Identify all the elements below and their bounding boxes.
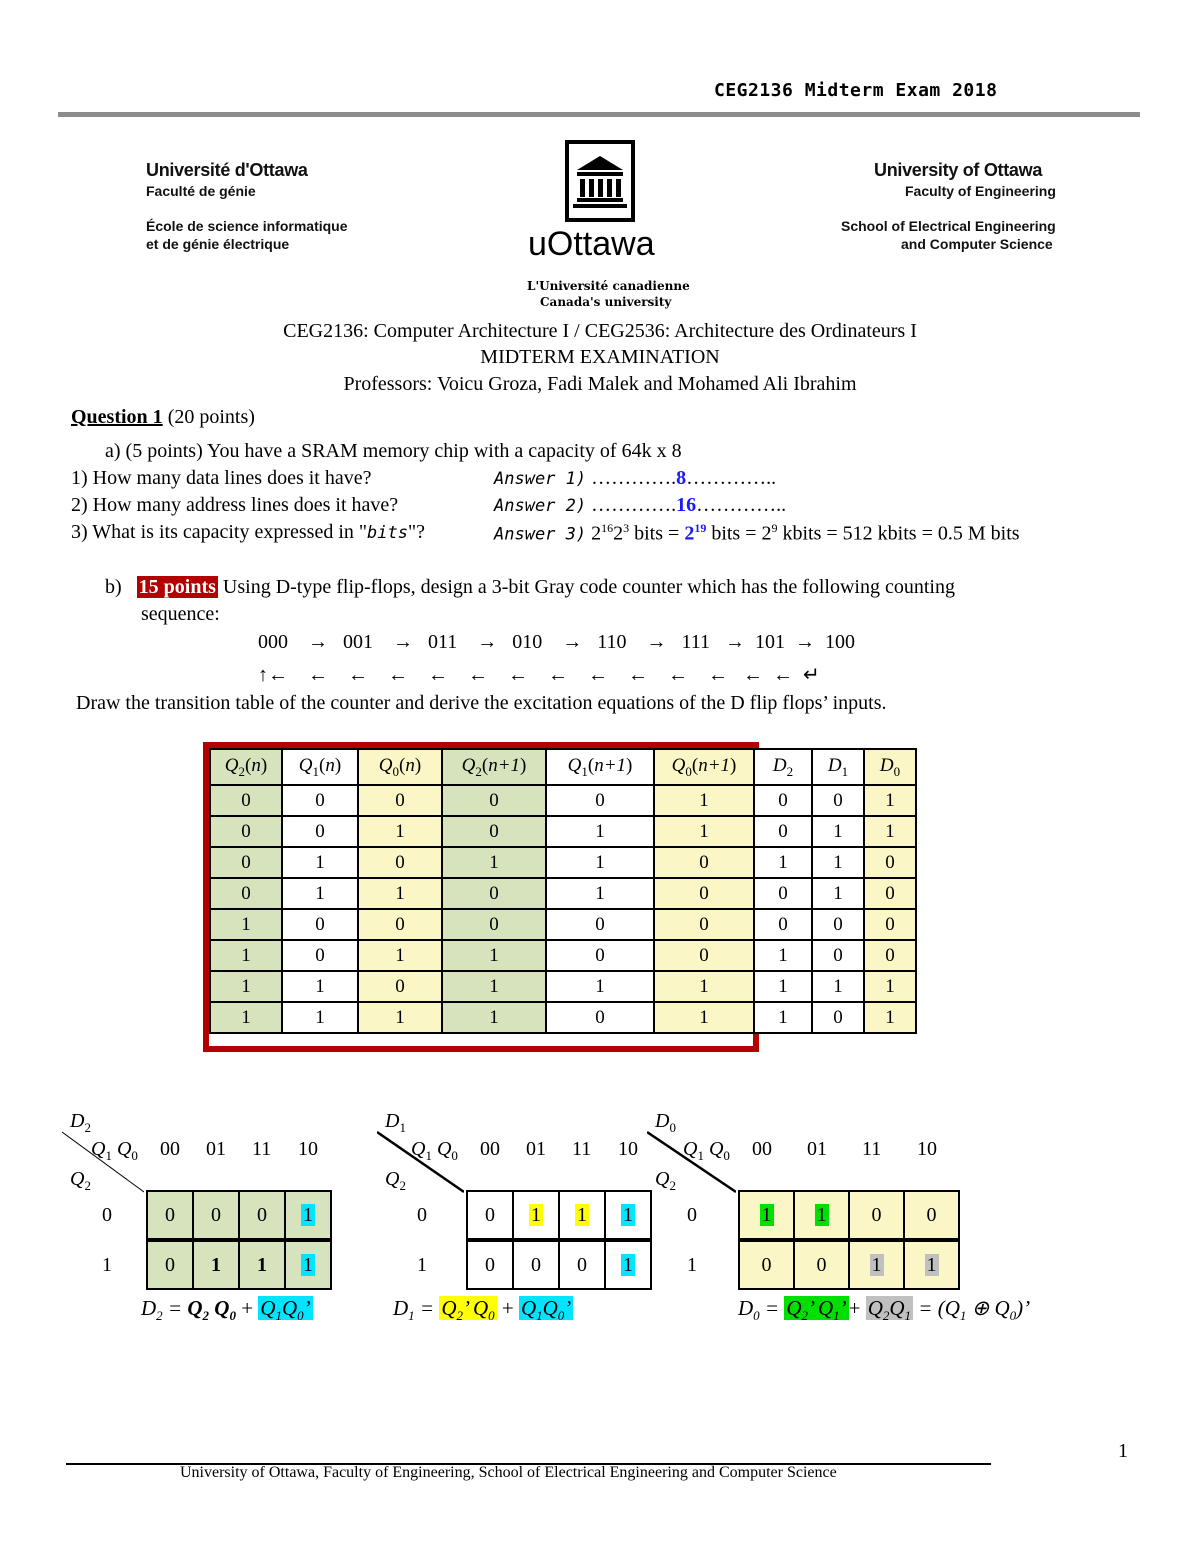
kmap-cell-value: 1	[257, 1254, 267, 1276]
kmap-row-var: $Q_2$	[655, 1168, 676, 1193]
kmap-cell-value: 1	[211, 1254, 221, 1276]
table-cell: 0	[864, 878, 916, 909]
q3-capacity	[71, 521, 425, 544]
table-cell: 1	[812, 971, 864, 1002]
kmap-cell	[238, 1240, 286, 1290]
answer3	[494, 521, 1020, 546]
kmap-cell	[604, 1240, 652, 1290]
answer1-dots-pre: ………….	[586, 467, 677, 489]
kmap-cell-value: 0	[577, 1254, 587, 1276]
page-number: 1	[1118, 1440, 1128, 1462]
table-header-cell: $D_0$	[864, 749, 916, 785]
course-line: CEG2136: Computer Architecture I / CEG2536: Architecture des Ordinateurs I	[283, 320, 917, 342]
answer2	[494, 494, 786, 517]
table-cell: 1	[754, 971, 812, 1002]
table-cell: 0	[210, 785, 282, 816]
logo-fr-university: Université d'Ottawa	[146, 160, 308, 180]
answer2-dots-post: …………..	[696, 494, 787, 516]
table-header-cell: $Q_1(n+1)$	[546, 749, 654, 785]
kmap-cell	[284, 1190, 332, 1240]
table-cell: 1	[358, 816, 442, 847]
kmap-cell-value: 1	[871, 1254, 882, 1276]
kmap-cell	[793, 1240, 850, 1290]
part-b-points-badge: 15 points	[138, 576, 216, 598]
a3-bold: 2	[684, 522, 695, 545]
table-cell: 0	[864, 940, 916, 971]
answer3-label: Answer 3)	[494, 524, 587, 545]
kmap-col-vars: $Q_1$ $Q_0$	[683, 1138, 730, 1163]
kmap-cell-value: 0	[165, 1254, 175, 1276]
table-cell: 0	[282, 785, 358, 816]
table-cell: 1	[358, 878, 442, 909]
table-row	[210, 847, 916, 878]
uottawa-brand: uOttawa	[528, 225, 655, 263]
kmap-cell	[466, 1190, 514, 1240]
kmap-cell	[146, 1240, 194, 1290]
kmap-cell-value: 1	[926, 1254, 937, 1276]
table-cell: 0	[442, 909, 546, 940]
logo-fr-faculty: Faculté de génie	[146, 183, 256, 199]
a3-s2: 3	[623, 521, 630, 535]
professors-line: Professors: Voicu Groza, Fadi Malek and Mohamed Ali Ibrahim	[343, 373, 857, 395]
question1-title: Question 1	[71, 406, 163, 428]
kmap-row-var: $Q_2$	[385, 1168, 406, 1193]
kmap-cell-value: 1	[623, 1254, 633, 1276]
logo-en-school-1: School of Electrical Engineering	[841, 218, 1056, 234]
table-cell: 0	[754, 878, 812, 909]
table-cell: 1	[210, 909, 282, 940]
table-cell: 1	[358, 1002, 442, 1033]
q3-end: "?	[408, 521, 426, 543]
kmap-cell-value: 1	[531, 1204, 541, 1226]
table-cell: 0	[282, 909, 358, 940]
logo-en-school-2: and Computer Science	[901, 236, 1053, 252]
a3-t1: 2	[586, 522, 602, 545]
table-cell: 1	[812, 878, 864, 909]
question1-points: (20 points)	[162, 406, 255, 428]
kmap-col-label: 01	[807, 1138, 827, 1160]
kmap-cell	[738, 1240, 795, 1290]
question1-heading	[71, 406, 255, 429]
kmap-cell	[903, 1190, 960, 1240]
kmap-cell	[466, 1240, 514, 1290]
table-row	[210, 785, 916, 816]
table-cell: 1	[654, 785, 754, 816]
table-cell: 1	[442, 847, 546, 878]
table-cell: 0	[546, 909, 654, 940]
table-cell: 0	[358, 785, 442, 816]
kmap-col-label: 00	[160, 1138, 180, 1160]
kmap-cell-value: 0	[485, 1204, 495, 1226]
table-cell: 0	[442, 785, 546, 816]
kmap-cell	[192, 1240, 240, 1290]
kmap-title: $D_2$	[70, 1110, 91, 1135]
table-row	[210, 816, 916, 847]
logo-tag-fr: L'Université canadienne	[527, 279, 690, 293]
q3-text: 3) What is its capacity expressed in "	[71, 521, 368, 543]
kmap-cell-value: 0	[485, 1254, 495, 1276]
kmap-row-label: 0	[417, 1204, 427, 1226]
table-cell: 1	[442, 971, 546, 1002]
table-cell: 1	[442, 940, 546, 971]
gray-return-arrows: ↑← ← ← ← ← ← ← ← ← ← ← ← ← ← ↵	[258, 664, 820, 686]
table-header-cell: $Q_1(n)$	[282, 749, 358, 785]
table-cell: 1	[210, 971, 282, 1002]
kmap-cell-value: 1	[761, 1204, 772, 1226]
kmap-col-vars: $Q_1$ $Q_0$	[411, 1138, 458, 1163]
kmap-col-label: 10	[298, 1138, 318, 1160]
kmap-cell-value: 0	[211, 1204, 221, 1226]
transition-table	[209, 748, 917, 1034]
kmap-row-label: 1	[102, 1254, 112, 1276]
a3-t3: bits =	[629, 522, 685, 545]
kmap-equation: $D_2 = Q_2$ $Q_0 + Q_1Q_0$’	[141, 1296, 311, 1324]
q2-address-lines: 2) How many address lines does it have?	[71, 494, 399, 516]
table-header-cell: $D_2$	[754, 749, 812, 785]
q3-bits: bits	[367, 523, 408, 543]
table-header-cell: $Q_2(n)$	[210, 749, 282, 785]
table-cell: 0	[358, 909, 442, 940]
table-cell: 1	[864, 816, 916, 847]
kmap-cell-value: 0	[257, 1204, 267, 1226]
kmap-cell-value: 0	[926, 1204, 937, 1226]
table-cell: 0	[654, 878, 754, 909]
a3-t5: kbits = 512 kbits = 0.5 M bits	[777, 522, 1020, 545]
kmap-cell	[512, 1190, 560, 1240]
a3-s3: 9	[771, 521, 778, 535]
kmap-cell-value: 1	[303, 1254, 313, 1276]
table-cell: 1	[546, 847, 654, 878]
table-cell: 0	[210, 816, 282, 847]
kmap-cell	[512, 1240, 560, 1290]
table-row	[210, 971, 916, 1002]
kmap-row-label: 0	[102, 1204, 112, 1226]
table-cell: 1	[754, 940, 812, 971]
table-cell: 0	[754, 816, 812, 847]
kmap-cell-value: 0	[165, 1204, 175, 1226]
table-cell: 1	[754, 847, 812, 878]
logo-fr-school-1: École de science informatique	[146, 218, 348, 234]
answer1	[494, 467, 776, 490]
kmap-title: $D_0$	[655, 1110, 676, 1135]
table-cell: 0	[282, 940, 358, 971]
kmap-cell	[903, 1240, 960, 1290]
part-b-text2: sequence:	[141, 603, 220, 625]
table-cell: 1	[442, 1002, 546, 1033]
kmap-col-label: 11	[572, 1138, 592, 1160]
answer2-label: Answer 2)	[494, 496, 587, 516]
part-a-text: a) (5 points) You have a SRAM memory chip with a capacity of 64k x 8	[105, 440, 682, 462]
table-cell: 0	[812, 909, 864, 940]
table-cell: 1	[864, 1002, 916, 1033]
a3-t2: 2	[613, 522, 624, 545]
table-cell: 0	[358, 847, 442, 878]
table-header-row	[210, 749, 916, 785]
table-cell: 0	[210, 847, 282, 878]
table-cell: 1	[546, 971, 654, 1002]
answer2-dots-pre: ………….	[586, 494, 677, 516]
kmap-cell-value: 1	[816, 1204, 827, 1226]
table-cell: 0	[864, 847, 916, 878]
table-cell: 1	[546, 816, 654, 847]
kmap-cell-value: 0	[871, 1204, 882, 1226]
table-cell: 1	[282, 1002, 358, 1033]
kmap-cell-value: 0	[531, 1254, 541, 1276]
table-cell: 0	[754, 909, 812, 940]
header-rule	[58, 112, 1140, 117]
table-row	[210, 940, 916, 971]
table-cell: 1	[546, 878, 654, 909]
exam-line: MIDTERM EXAMINATION	[480, 346, 720, 368]
table-cell: 0	[754, 785, 812, 816]
kmap-col-label: 10	[618, 1138, 638, 1160]
table-cell: 0	[546, 785, 654, 816]
a3-bold-sup: 19	[694, 521, 707, 535]
kmap-cell	[558, 1190, 606, 1240]
logo-tag-en: Canada's university	[540, 295, 672, 309]
kmap-col-label: 11	[252, 1138, 272, 1160]
kmap-row-label: 1	[417, 1254, 427, 1276]
table-cell: 0	[812, 785, 864, 816]
kmap-col-label: 01	[206, 1138, 226, 1160]
table-cell: 1	[812, 847, 864, 878]
answer1-dots-post: …………..	[686, 467, 777, 489]
kmap-cell-value: 0	[761, 1254, 772, 1276]
kmap-cell	[146, 1190, 194, 1240]
kmap-row-label: 1	[687, 1254, 697, 1276]
kmap-col-label: 00	[480, 1138, 500, 1160]
table-row	[210, 909, 916, 940]
table-row	[210, 878, 916, 909]
kmap-row-label: 0	[687, 1204, 697, 1226]
kmap-col-label: 10	[917, 1138, 937, 1160]
kmap-col-label: 01	[526, 1138, 546, 1160]
table-cell: 0	[864, 909, 916, 940]
kmap-cell	[793, 1190, 850, 1240]
kmap-cell-value: 1	[623, 1204, 633, 1226]
table-cell: 1	[654, 816, 754, 847]
logo-en-university: University of Ottawa	[874, 160, 1043, 180]
part-b-label: b)	[105, 576, 122, 598]
table-cell: 0	[654, 847, 754, 878]
table-cell: 1	[282, 971, 358, 1002]
kmap-cell	[284, 1240, 332, 1290]
part-b-line	[105, 576, 955, 599]
table-cell: 1	[358, 940, 442, 971]
logo-fr-school-2: et de génie électrique	[146, 236, 290, 252]
table-cell: 0	[442, 816, 546, 847]
table-cell: 0	[546, 1002, 654, 1033]
table-cell: 0	[210, 878, 282, 909]
table-cell: 0	[442, 878, 546, 909]
part-b-text: Using D-type flip-flops, design a 3-bit Gray code counter which has the following counting	[217, 576, 955, 598]
table-cell: 1	[210, 940, 282, 971]
kmap-cell	[848, 1240, 905, 1290]
kmap-cell	[558, 1240, 606, 1290]
answer1-value: 8	[676, 467, 687, 489]
kmap-cell	[192, 1190, 240, 1240]
table-cell: 0	[358, 971, 442, 1002]
table-cell: 0	[546, 940, 654, 971]
kmap-cell	[238, 1190, 286, 1240]
kmap-cell-value: 1	[577, 1204, 587, 1226]
table-cell: 1	[754, 1002, 812, 1033]
footer-text: University of Ottawa, Faculty of Engineering, School of Electrical Engineering and Computer Science	[180, 1464, 837, 1481]
kmap-cell	[738, 1190, 795, 1240]
answer2-value: 16	[676, 494, 697, 516]
instruction-text: Draw the transition table of the counter and derive the excitation equations of the D flip flops’ inputs.	[76, 692, 887, 714]
kmap-cell	[848, 1190, 905, 1240]
kmap-col-vars: $Q_1$ $Q_0$	[91, 1138, 138, 1163]
logo-en-faculty: Faculty of Engineering	[905, 183, 1056, 199]
uottawa-building-icon	[565, 140, 635, 222]
table-cell: 0	[654, 940, 754, 971]
table-cell: 1	[654, 1002, 754, 1033]
table-cell: 1	[282, 847, 358, 878]
table-cell: 0	[282, 816, 358, 847]
table-cell: 1	[654, 971, 754, 1002]
kmap-equation: $D_0 = Q_2$’ $Q_1’+ Q_2Q_1 = (Q_1$ ⊕ $Q_0$)’	[738, 1296, 1031, 1324]
a3-t4: bits = 2	[706, 522, 772, 545]
table-cell: 1	[864, 971, 916, 1002]
kmap-col-label: 00	[752, 1138, 772, 1160]
table-header-cell: $Q_0(n)$	[358, 749, 442, 785]
kmap-row-var: $Q_2$	[70, 1168, 91, 1193]
q1-data-lines: 1) How many data lines does it have?	[71, 467, 372, 489]
kmap-cell-value: 0	[816, 1254, 827, 1276]
table-cell: 1	[864, 785, 916, 816]
kmap-col-label: 11	[862, 1138, 882, 1160]
kmap-title: $D_1$	[385, 1110, 406, 1135]
table-cell: 0	[812, 1002, 864, 1033]
table-cell: 1	[282, 878, 358, 909]
table-header-cell: $D_1$	[812, 749, 864, 785]
answer1-label: Answer 1)	[494, 469, 587, 489]
table-header-cell: $Q_2(n+1)$	[442, 749, 546, 785]
table-row	[210, 1002, 916, 1033]
kmap-cell-value: 1	[303, 1204, 313, 1226]
kmap-equation: $D_1 = Q_2$’ $Q_0 + Q_1Q_0$’	[393, 1296, 572, 1324]
table-header-cell: $Q_0(n+1)$	[654, 749, 754, 785]
table-cell: 0	[812, 940, 864, 971]
table-cell: 0	[654, 909, 754, 940]
exam-header-title: CEG2136 Midterm Exam 2018	[714, 80, 998, 101]
a3-s1: 16	[601, 521, 614, 535]
table-cell: 1	[812, 816, 864, 847]
table-cell: 1	[210, 1002, 282, 1033]
gray-sequence: 000 → 001 → 011 → 010 → 110 → 111 → 101 → 100	[258, 631, 856, 653]
kmap-cell	[604, 1190, 652, 1240]
